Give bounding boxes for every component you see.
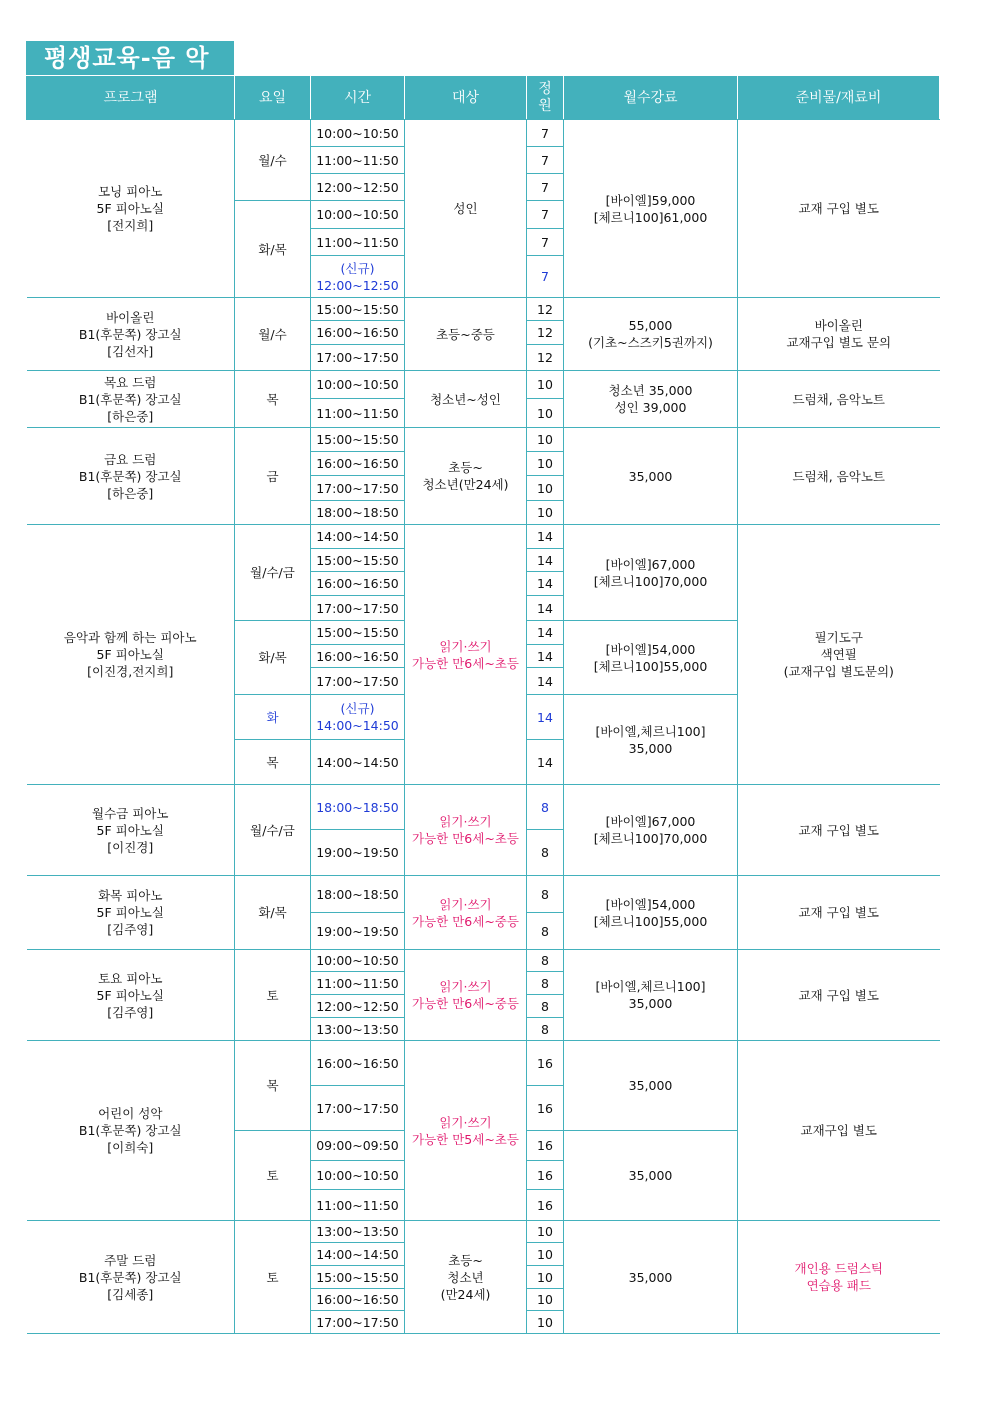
materials-cell: 교재구입 별도 xyxy=(738,1041,940,1221)
fee-cell: 35,000 xyxy=(564,1221,738,1334)
header-fee: 월수강료 xyxy=(564,77,738,120)
time-cell: 11:00~11:50 xyxy=(311,229,405,256)
capacity-cell: 10 xyxy=(527,476,564,501)
day-cell: 화/목 xyxy=(235,621,311,695)
time-cell: 15:00~15:50 xyxy=(311,428,405,452)
day-cell: 토 xyxy=(235,1131,311,1221)
table-row xyxy=(27,120,940,147)
page-title: 평생교육-음 악 xyxy=(26,41,234,75)
time-cell: 10:00~10:50 xyxy=(311,371,405,399)
time-cell: 11:00~11:50 xyxy=(311,399,405,428)
table-row xyxy=(27,1221,940,1243)
capacity-cell: 10 xyxy=(527,1266,564,1289)
materials-cell: 개인용 드럼스틱 연습용 패드 xyxy=(738,1221,940,1334)
table-row xyxy=(27,371,940,399)
capacity-cell: 10 xyxy=(527,1311,564,1334)
day-cell: 목 xyxy=(235,1041,311,1131)
time-cell: 11:00~11:50 xyxy=(311,1190,405,1221)
time-cell: 18:00~18:50 xyxy=(311,501,405,525)
program-name: 모닝 피아노 5F 피아노실 [전지희] xyxy=(27,120,235,298)
time-cell: 16:00~16:50 xyxy=(311,572,405,596)
capacity-cell: 14 xyxy=(527,572,564,596)
time-cell: 11:00~11:50 xyxy=(311,147,405,174)
materials-cell: 교재 구입 별도 xyxy=(738,120,940,298)
time-cell: (신규) 12:00~12:50 xyxy=(311,256,405,298)
table-row xyxy=(27,298,940,321)
time-cell: 09:00~09:50 xyxy=(311,1131,405,1161)
time-cell: 16:00~16:50 xyxy=(311,1041,405,1086)
capacity-cell: 7 xyxy=(527,201,564,229)
capacity-cell: 14 xyxy=(527,549,564,572)
header-materials: 준비물/재료비 xyxy=(738,77,940,120)
time-cell: 18:00~18:50 xyxy=(311,785,405,830)
fee-cell: [바이엘]67,000 [체르니100]70,000 xyxy=(564,785,738,876)
capacity-cell: 10 xyxy=(527,371,564,399)
capacity-cell: 7 xyxy=(527,229,564,256)
day-cell: 목 xyxy=(235,371,311,428)
day-cell: 화 xyxy=(235,695,311,740)
capacity-cell: 8 xyxy=(527,995,564,1018)
schedule-table xyxy=(26,76,940,1334)
day-cell: 토 xyxy=(235,950,311,1041)
capacity-cell: 14 xyxy=(527,695,564,740)
target-cell: 청소년~성인 xyxy=(405,371,527,428)
day-cell: 화/목 xyxy=(235,201,311,298)
capacity-cell: 7 xyxy=(527,147,564,174)
day-cell: 화/목 xyxy=(235,876,311,950)
fee-cell: 35,000 xyxy=(564,1131,738,1221)
table-row xyxy=(27,525,940,549)
time-cell: 14:00~14:50 xyxy=(311,525,405,549)
table-row xyxy=(27,1041,940,1086)
materials-cell: 드럼채, 음악노트 xyxy=(738,371,940,428)
time-cell: 10:00~10:50 xyxy=(311,120,405,147)
capacity-cell: 14 xyxy=(527,621,564,645)
time-cell: 18:00~18:50 xyxy=(311,876,405,913)
fee-cell: 55,000 (기초~스즈키5권까지) xyxy=(564,298,738,371)
time-cell: 16:00~16:50 xyxy=(311,645,405,668)
capacity-cell: 16 xyxy=(527,1161,564,1190)
materials-cell: 필기도구 색연필 (교재구입 별도문의) xyxy=(738,525,940,785)
fee-cell: [바이엘]59,000 [체르니100]61,000 xyxy=(564,120,738,298)
fee-cell: [바이엘]54,000 [체르니100]55,000 xyxy=(564,876,738,950)
target-cell: 초등~ 청소년 (만24세) xyxy=(405,1221,527,1334)
fee-cell: [바이엘]67,000 [체르니100]70,000 xyxy=(564,525,738,621)
fee-cell: [바이엘]54,000 [체르니100]55,000 xyxy=(564,621,738,695)
program-name: 금요 드럼 B1(후문쪽) 장고실 [하은중] xyxy=(27,428,235,525)
capacity-cell: 8 xyxy=(527,913,564,950)
capacity-cell: 10 xyxy=(527,501,564,525)
header-program: 프로그램 xyxy=(27,77,235,120)
fee-cell: [바이엘,체르니100] 35,000 xyxy=(564,695,738,785)
day-cell: 금 xyxy=(235,428,311,525)
time-cell: 15:00~15:50 xyxy=(311,621,405,645)
materials-cell: 드럼채, 음악노트 xyxy=(738,428,940,525)
fee-cell: 35,000 xyxy=(564,428,738,525)
capacity-cell: 16 xyxy=(527,1086,564,1131)
capacity-cell: 12 xyxy=(527,298,564,321)
time-cell: 10:00~10:50 xyxy=(311,201,405,229)
time-cell: 17:00~17:50 xyxy=(311,345,405,371)
program-name: 주말 드럼 B1(후문쪽) 장고실 [김세종] xyxy=(27,1221,235,1334)
materials-cell: 교재 구입 별도 xyxy=(738,876,940,950)
time-cell: 17:00~17:50 xyxy=(311,1311,405,1334)
capacity-cell: 8 xyxy=(527,785,564,830)
capacity-cell: 8 xyxy=(527,1018,564,1041)
program-name: 월수금 피아노 5F 피아노실 [이진경] xyxy=(27,785,235,876)
capacity-cell: 14 xyxy=(527,668,564,695)
time-cell: 17:00~17:50 xyxy=(311,668,405,695)
capacity-cell: 8 xyxy=(527,972,564,995)
time-cell: 15:00~15:50 xyxy=(311,549,405,572)
time-cell: 13:00~13:50 xyxy=(311,1018,405,1041)
time-cell: 14:00~14:50 xyxy=(311,740,405,785)
time-cell: 15:00~15:50 xyxy=(311,298,405,321)
target-cell: 초등~ 청소년(만24세) xyxy=(405,428,527,525)
capacity-cell: 10 xyxy=(527,399,564,428)
capacity-cell: 7 xyxy=(527,120,564,147)
time-cell: 13:00~13:50 xyxy=(311,1221,405,1243)
table-row xyxy=(27,876,940,913)
capacity-cell: 8 xyxy=(527,830,564,876)
capacity-cell: 12 xyxy=(527,345,564,371)
fee-cell: 35,000 xyxy=(564,1041,738,1131)
materials-cell: 교재 구입 별도 xyxy=(738,950,940,1041)
time-cell: 12:00~12:50 xyxy=(311,174,405,201)
capacity-cell: 7 xyxy=(527,174,564,201)
capacity-cell: 10 xyxy=(527,452,564,476)
target-cell: 초등~중등 xyxy=(405,298,527,371)
capacity-cell: 10 xyxy=(527,1289,564,1311)
time-cell: 17:00~17:50 xyxy=(311,1086,405,1131)
capacity-cell: 7 xyxy=(527,256,564,298)
materials-cell: 바이올린 교재구입 별도 문의 xyxy=(738,298,940,371)
time-cell: 14:00~14:50 xyxy=(311,1243,405,1266)
capacity-cell: 10 xyxy=(527,1243,564,1266)
capacity-cell: 14 xyxy=(527,645,564,668)
header-day: 요일 xyxy=(235,77,311,120)
program-name: 음악과 함께 하는 피아노 5F 피아노실 [이진경,전지희] xyxy=(27,525,235,785)
capacity-cell: 14 xyxy=(527,740,564,785)
capacity-cell: 16 xyxy=(527,1041,564,1086)
day-cell: 월/수 xyxy=(235,120,311,201)
time-cell: 19:00~19:50 xyxy=(311,830,405,876)
capacity-cell: 8 xyxy=(527,950,564,972)
program-name: 목요 드럼 B1(후문쪽) 장고실 [하은중] xyxy=(27,371,235,428)
time-cell: 19:00~19:50 xyxy=(311,913,405,950)
fee-cell: [바이엘,체르니100] 35,000 xyxy=(564,950,738,1041)
capacity-cell: 10 xyxy=(527,428,564,452)
program-name: 화목 피아노 5F 피아노실 [김주영] xyxy=(27,876,235,950)
time-cell: (신규) 14:00~14:50 xyxy=(311,695,405,740)
program-name: 어린이 성악 B1(후문쪽) 장고실 [이희숙] xyxy=(27,1041,235,1221)
capacity-cell: 16 xyxy=(527,1131,564,1161)
header-time: 시간 xyxy=(311,77,405,120)
table-row xyxy=(27,950,940,972)
time-cell: 10:00~10:50 xyxy=(311,950,405,972)
day-cell: 토 xyxy=(235,1221,311,1334)
day-cell: 목 xyxy=(235,740,311,785)
header-target: 대상 xyxy=(405,77,527,120)
target-cell: 읽기·쓰기 가능한 만6세~초등 xyxy=(405,525,527,785)
target-cell: 읽기·쓰기 가능한 만5세~초등 xyxy=(405,1041,527,1221)
target-cell: 성인 xyxy=(405,120,527,298)
time-cell: 17:00~17:50 xyxy=(311,596,405,621)
time-cell: 10:00~10:50 xyxy=(311,1161,405,1190)
target-cell: 읽기·쓰기 가능한 만6세~초등 xyxy=(405,785,527,876)
capacity-cell: 8 xyxy=(527,876,564,913)
time-cell: 16:00~16:50 xyxy=(311,1289,405,1311)
capacity-cell: 12 xyxy=(527,321,564,345)
capacity-cell: 10 xyxy=(527,1221,564,1243)
time-cell: 11:00~11:50 xyxy=(311,972,405,995)
time-cell: 17:00~17:50 xyxy=(311,476,405,501)
table-row xyxy=(27,428,940,452)
capacity-cell: 14 xyxy=(527,596,564,621)
day-cell: 월/수 xyxy=(235,298,311,371)
fee-cell: 청소년 35,000 성인 39,000 xyxy=(564,371,738,428)
header-capacity: 정 원 xyxy=(527,77,564,120)
target-cell: 읽기·쓰기 가능한 만6세~중등 xyxy=(405,950,527,1041)
program-name: 바이올린 B1(후문쪽) 장고실 [김선자] xyxy=(27,298,235,371)
time-cell: 16:00~16:50 xyxy=(311,321,405,345)
materials-cell: 교재 구입 별도 xyxy=(738,785,940,876)
time-cell: 15:00~15:50 xyxy=(311,1266,405,1289)
time-cell: 16:00~16:50 xyxy=(311,452,405,476)
time-cell: 12:00~12:50 xyxy=(311,995,405,1018)
target-cell: 읽기·쓰기 가능한 만6세~중등 xyxy=(405,876,527,950)
day-cell: 월/수/금 xyxy=(235,525,311,621)
program-name: 토요 피아노 5F 피아노실 [김주영] xyxy=(27,950,235,1041)
capacity-cell: 16 xyxy=(527,1190,564,1221)
table-row xyxy=(27,785,940,830)
header-row xyxy=(27,77,940,120)
capacity-cell: 14 xyxy=(527,525,564,549)
day-cell: 월/수/금 xyxy=(235,785,311,876)
